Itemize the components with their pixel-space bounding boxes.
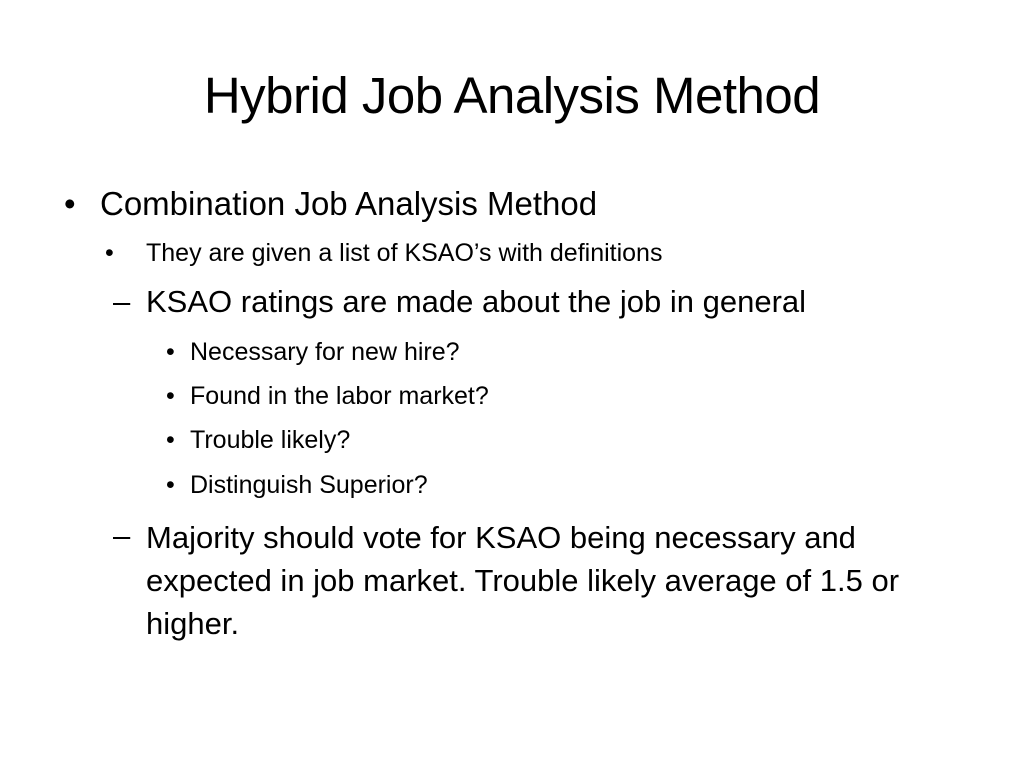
dash-marker: – xyxy=(113,284,131,319)
dash-text: KSAO ratings are made about the job in general xyxy=(146,284,807,319)
bullet-marker: • xyxy=(105,239,114,267)
bullet-text: They are given a list of KSAO’s with definitions xyxy=(146,239,663,267)
bullet-text: Combination Job Analysis Method xyxy=(100,185,598,222)
bullet-text: Distinguish Superior? xyxy=(190,471,428,499)
bullet-marker: • xyxy=(166,382,175,410)
dash-item xyxy=(0,516,1024,646)
dash-text: Majority should vote for KSAO being necessary and expected in job market. Trouble likely average of 1.5 or higher. xyxy=(146,520,900,641)
bullet-text: Necessary for new hire? xyxy=(190,338,460,366)
bullet-marker: • xyxy=(166,426,175,454)
slide-title: Hybrid Job Analysis Method xyxy=(203,67,821,124)
bullet-marker: • xyxy=(64,185,76,222)
bullet-text: Trouble likely? xyxy=(190,426,351,454)
dash-marker: – xyxy=(113,518,131,553)
bullet-text: Found in the labor market? xyxy=(190,382,489,410)
bullet-marker: • xyxy=(166,338,175,366)
bullet-marker: • xyxy=(166,471,175,499)
